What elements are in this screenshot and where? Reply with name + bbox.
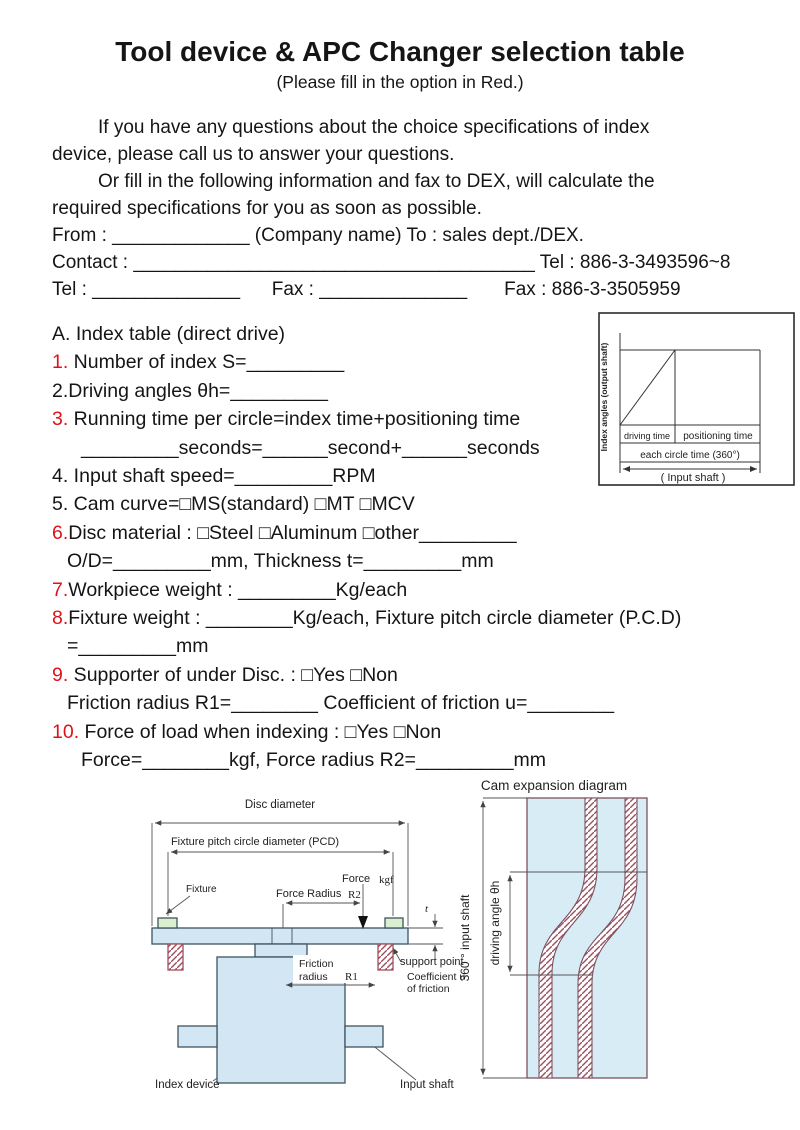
disc-diameter-label: Disc diameter <box>244 799 316 811</box>
fixture-label: Fixture <box>186 884 217 895</box>
fixture-right <box>385 918 403 928</box>
form-line-3 <box>52 405 681 433</box>
cam-driving-angle-label: driving angle θh <box>488 880 502 966</box>
item-number: 10. <box>52 720 80 743</box>
force-arrow <box>358 916 368 929</box>
support-point-label: support point <box>400 956 464 968</box>
item-number: A. <box>52 323 71 345</box>
tel-fax-line: Tel : ______________ Fax : ______________ Fax : 886-3-3505959 <box>52 279 681 300</box>
item-text: Disc material : □Steel □Aluminum □other_________ <box>68 521 517 544</box>
positioning-time-cell: positioning time <box>683 431 753 442</box>
item-text: Number of index S=_________ <box>68 351 345 374</box>
form-line-9-cont <box>52 689 681 717</box>
form-line-4 <box>52 462 681 490</box>
form-line-5 <box>52 490 681 518</box>
cam-outer-dimension-label: 360 ° input shaft <box>458 894 472 982</box>
item-number: 7. <box>52 578 69 601</box>
fixture-left <box>158 918 177 928</box>
form-line-8 <box>52 604 681 632</box>
form-line-6 <box>52 519 681 547</box>
coefficient-label-1: Coefficient u <box>407 971 466 983</box>
document-header <box>0 36 800 93</box>
form-line-6-cont <box>52 547 681 575</box>
item-text: Input shaft speed=_________RPM <box>68 465 376 488</box>
item-text: Cam curve=□MS(standard) □MT □MCV <box>68 493 415 516</box>
coefficient-label-2: of friction <box>407 983 450 995</box>
form-line-7 <box>52 576 681 604</box>
input-shaft-label: Input shaft <box>400 1079 454 1091</box>
thickness-label: t <box>425 903 429 915</box>
item-text: Supporter of under Disc. : □Yes □Non <box>68 663 398 686</box>
item-text: Driving angles θh=_________ <box>68 379 328 402</box>
item-text: Fixture weight : ________Kg/each, Fixture pitch circle diameter (P.C.D) <box>68 607 682 630</box>
graph-caption: ( Input shaft ) <box>660 472 726 484</box>
item-text: _________seconds=______second+______seconds <box>81 436 540 459</box>
selection-form <box>52 320 681 775</box>
device-shapes <box>152 918 408 1083</box>
form-line-8-cont <box>52 632 681 660</box>
form-line-10-cont <box>52 746 681 774</box>
shaft-right <box>345 1026 383 1047</box>
intro-line: required specifications for you as soon as possible. <box>52 198 482 219</box>
shaft-left <box>178 1026 217 1047</box>
item-number: 8. <box>52 607 69 630</box>
force-radius-label: Force Radius <box>276 888 342 900</box>
item-text: =_________mm <box>67 635 209 658</box>
support-right <box>378 944 393 970</box>
friction-label-1: Friction <box>299 958 334 970</box>
intro-line: device, please call us to answer your questions. <box>52 144 455 165</box>
form-line-2 <box>52 377 681 405</box>
form-line-section-a <box>52 320 681 348</box>
item-text: Force=________kgf, Force radius R2=_________mm <box>81 749 547 772</box>
form-line-3-cont <box>52 434 681 462</box>
index-device-label: Index device <box>155 1079 220 1091</box>
item-number: 3. <box>52 408 69 431</box>
item-number: 1. <box>52 351 69 374</box>
cam-diagram-title: Cam expansion diagram <box>480 778 628 793</box>
item-number: 6. <box>52 521 69 544</box>
intro-text <box>52 114 730 303</box>
force-unit-label: kgf <box>379 874 394 886</box>
r2-label: R2 <box>348 889 361 901</box>
driving-time-cell: driving time <box>623 431 671 441</box>
disc-plate <box>152 928 408 944</box>
page-subtitle: (Please fill in the option in Red.) <box>276 72 524 92</box>
index-timing-graph <box>598 312 795 486</box>
item-text: Force of load when indexing : □Yes □Non <box>79 720 442 743</box>
force-label: Force <box>342 873 371 885</box>
friction-label-2: radius <box>299 971 328 983</box>
r1-label: R1 <box>345 971 358 983</box>
cam-expansion-diagram <box>450 772 680 1104</box>
item-number: 5. <box>52 493 69 516</box>
item-number: 4. <box>52 465 69 488</box>
form-line-10 <box>52 718 681 746</box>
item-text: Workpiece weight : _________Kg/each <box>68 578 408 601</box>
from-line: From : _____________ (Company name) To : sales dept./DEX. <box>52 225 584 246</box>
each-circle-time-cell: each circle time (360°) <box>640 450 740 461</box>
page-title: Tool device & APC Changer selection table <box>115 36 685 67</box>
item-text: Friction radius R1=________ Coefficient of friction u=________ <box>67 692 615 715</box>
form-line-9 <box>52 661 681 689</box>
contact-line: Contact : ______________________________________ Tel : 886-3-3493596~8 <box>52 252 731 273</box>
form-line-1 <box>52 348 681 376</box>
intro-line: If you have any questions about the choice specifications of index <box>98 117 650 138</box>
graph-y-axis-label: Index angles (output shaft) <box>599 342 609 452</box>
disc-force-diagram <box>45 788 475 1100</box>
item-text: Index table (direct drive) <box>70 323 286 345</box>
pcd-label: Fixture pitch circle diameter (PCD) <box>170 836 340 848</box>
item-number: 2. <box>52 379 69 402</box>
intro-line: Or fill in the following information and fax to DEX, will calculate the <box>98 171 655 192</box>
item-number: 9. <box>52 663 69 686</box>
support-left <box>168 944 183 970</box>
item-text: O/D=_________mm, Thickness t=_________mm <box>67 550 494 573</box>
item-text: Running time per circle=index time+positioning time <box>68 408 521 431</box>
